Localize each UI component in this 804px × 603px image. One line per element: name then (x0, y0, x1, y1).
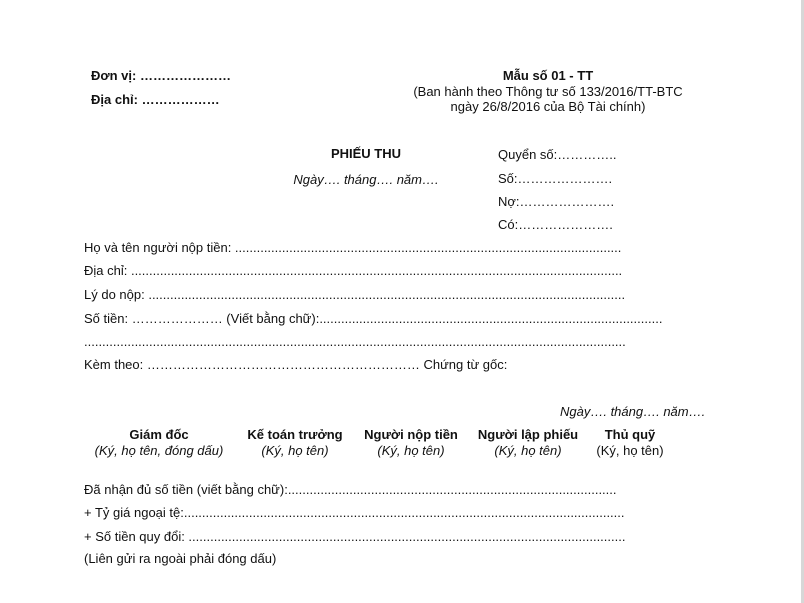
received-amount-field: Đã nhận đủ số tiền (viết bằng chữ):........................................................................................... (84, 482, 617, 497)
form-code: Mẫu số 01 - TT (502, 68, 594, 83)
signature-role-payer: Người nộp tiền (364, 427, 458, 442)
debit-account: Nợ:…………………. (498, 194, 615, 209)
form-issued-by: (Ban hành theo Thông tư số 133/2016/TT-BTC (413, 84, 683, 99)
signature-note-director: (Ký, họ tên, đóng dấu) (94, 443, 224, 458)
address-field: Địa chỉ: ........................................................................................................................................ (84, 263, 623, 278)
signature-role-cashier: Thủ quỹ (604, 427, 656, 442)
signature-note-payer: (Ký, họ tên) (377, 443, 445, 458)
signature-role-director: Giám đốc (129, 427, 189, 442)
signature-note-preparer: (Ký, họ tên) (494, 443, 562, 458)
title-date-line: Ngày…. tháng…. năm…. (293, 172, 439, 187)
converted-amount-field: + Số tiền quy đổi: ......................................................................................................................... (84, 529, 626, 544)
signature-note-chief-accountant: (Ký, họ tên) (261, 443, 329, 458)
sign-date-line: Ngày…. tháng…. năm…. (560, 404, 706, 419)
book-number: Quyển số:………….. (498, 147, 617, 162)
amount-continued-field: ...................................................................................................................................................... (84, 334, 626, 349)
credit-account: Có:…………………. (498, 217, 613, 232)
exchange-rate-field: + Tỷ giá ngoại tệ:.......................................................................................................................... (84, 505, 625, 520)
payer-name-field: Họ và tên người nộp tiền: ........................................................................................................... (84, 240, 622, 255)
form-issued-date: ngày 26/8/2016 của Bộ Tài chính) (450, 99, 646, 114)
signature-note-cashier: (Ký, họ tên) (596, 443, 664, 458)
signature-role-chief-accountant: Kế toán trưởng (247, 427, 343, 442)
amount-field: Số tiền: ………………… (Viết bằng chữ):............................................................................................... (84, 311, 663, 326)
reason-field: Lý do nộp: .................................................................................................................................... (84, 287, 626, 302)
stamp-note: (Liên gửi ra ngoài phải đóng dấu) (84, 551, 277, 566)
page-title: PHIẾU THU (330, 146, 402, 161)
signature-role-preparer: Người lập phiếu (477, 427, 579, 442)
unit-line: Đơn vị: ………………… (91, 68, 231, 83)
voucher-number: Số:…………………. (498, 171, 613, 186)
attachments-field: Kèm theo: ……………………………………………………… Chứng từ gốc: (84, 357, 508, 372)
address-line: Địa chỉ: ……………… (91, 92, 220, 107)
